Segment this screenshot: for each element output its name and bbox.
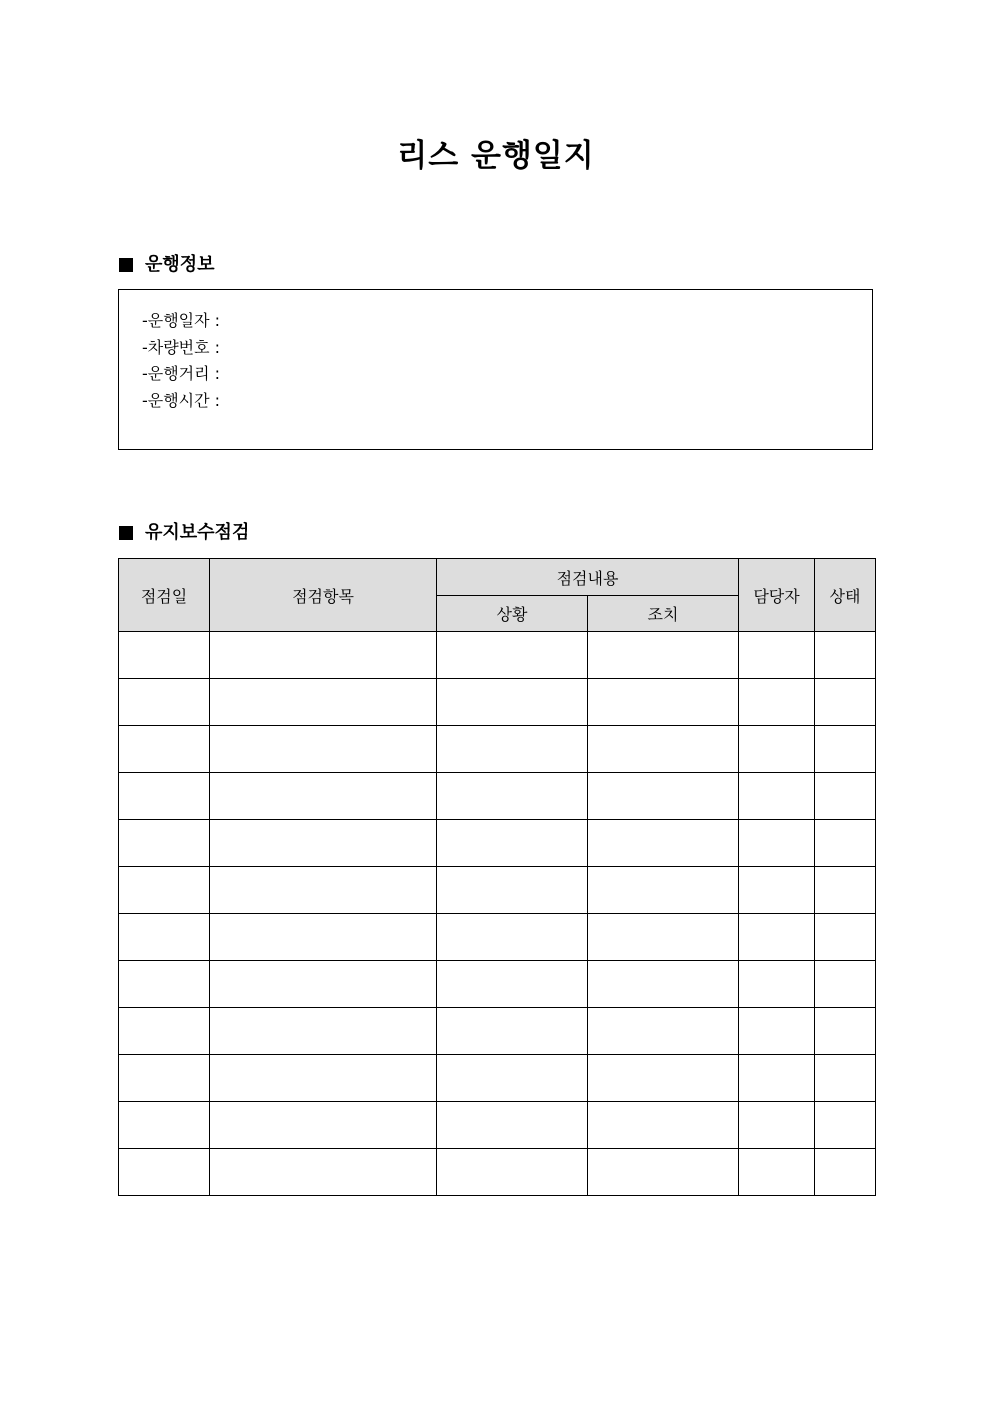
- cell-situation[interactable]: [437, 867, 588, 914]
- header-status: 상태: [815, 559, 876, 632]
- cell-date[interactable]: [119, 632, 210, 679]
- table-row: [119, 867, 876, 914]
- cell-situation[interactable]: [437, 632, 588, 679]
- cell-date[interactable]: [119, 820, 210, 867]
- header-inspection-content: 점검내용: [437, 559, 739, 596]
- cell-situation[interactable]: [437, 1008, 588, 1055]
- page-title: 리스 운행일지: [397, 138, 595, 174]
- cell-action[interactable]: [588, 867, 739, 914]
- table-row: [119, 1008, 876, 1055]
- cell-item[interactable]: [210, 632, 437, 679]
- cell-status[interactable]: [815, 1055, 876, 1102]
- operation-info-box: [118, 289, 873, 450]
- maintenance-table: [118, 558, 876, 1196]
- table-row: [119, 1149, 876, 1196]
- cell-manager[interactable]: [739, 867, 815, 914]
- section-heading-label: 운행정보: [145, 254, 215, 275]
- table-row: [119, 820, 876, 867]
- cell-status[interactable]: [815, 1149, 876, 1196]
- cell-manager[interactable]: [739, 1055, 815, 1102]
- cell-date[interactable]: [119, 1055, 210, 1102]
- cell-action[interactable]: [588, 1102, 739, 1149]
- header-manager: 담당자: [739, 559, 815, 632]
- cell-status[interactable]: [815, 867, 876, 914]
- info-line-distance: -운행거리 :: [142, 364, 221, 384]
- table-row: [119, 914, 876, 961]
- cell-action[interactable]: [588, 726, 739, 773]
- cell-situation[interactable]: [437, 820, 588, 867]
- table-row: [119, 726, 876, 773]
- square-bullet-icon: [119, 258, 133, 272]
- square-bullet-icon: [119, 526, 133, 540]
- cell-status[interactable]: [815, 961, 876, 1008]
- cell-action[interactable]: [588, 632, 739, 679]
- header-inspection-date: 점검일: [119, 559, 210, 632]
- cell-item[interactable]: [210, 1055, 437, 1102]
- cell-item[interactable]: [210, 1102, 437, 1149]
- cell-status[interactable]: [815, 632, 876, 679]
- cell-manager[interactable]: [739, 914, 815, 961]
- cell-action[interactable]: [588, 1149, 739, 1196]
- cell-date[interactable]: [119, 1102, 210, 1149]
- cell-date[interactable]: [119, 961, 210, 1008]
- cell-date[interactable]: [119, 773, 210, 820]
- cell-item[interactable]: [210, 867, 437, 914]
- cell-date[interactable]: [119, 1008, 210, 1055]
- cell-item[interactable]: [210, 820, 437, 867]
- table-row: [119, 773, 876, 820]
- cell-action[interactable]: [588, 1055, 739, 1102]
- cell-action[interactable]: [588, 773, 739, 820]
- cell-date[interactable]: [119, 679, 210, 726]
- info-line-date: -운행일자 :: [142, 311, 221, 330]
- cell-manager[interactable]: [739, 773, 815, 820]
- cell-status[interactable]: [815, 726, 876, 773]
- cell-manager[interactable]: [739, 961, 815, 1008]
- cell-manager[interactable]: [739, 1102, 815, 1149]
- header-inspection-item: 점검항목: [210, 559, 437, 632]
- cell-situation[interactable]: [437, 726, 588, 773]
- header-action: 조치: [588, 596, 739, 632]
- cell-status[interactable]: [815, 679, 876, 726]
- header-situation: 상황: [437, 596, 588, 632]
- cell-item[interactable]: [210, 773, 437, 820]
- cell-manager[interactable]: [739, 632, 815, 679]
- cell-status[interactable]: [815, 1008, 876, 1055]
- section-heading-operation-info: [119, 253, 215, 277]
- cell-situation[interactable]: [437, 773, 588, 820]
- cell-item[interactable]: [210, 914, 437, 961]
- table-row: [119, 1055, 876, 1102]
- section-heading-maintenance: [119, 521, 249, 545]
- cell-manager[interactable]: [739, 820, 815, 867]
- cell-date[interactable]: [119, 726, 210, 773]
- section-heading-label: 유지보수점검: [145, 522, 250, 543]
- info-line-vehicle-number: -차량번호 :: [142, 337, 221, 357]
- cell-status[interactable]: [815, 914, 876, 961]
- cell-date[interactable]: [119, 1149, 210, 1196]
- info-line-time: -운행시간 :: [142, 391, 221, 411]
- cell-item[interactable]: [210, 726, 437, 773]
- table-body: [119, 632, 876, 1196]
- cell-date[interactable]: [119, 867, 210, 914]
- cell-manager[interactable]: [739, 726, 815, 773]
- table-row: [119, 679, 876, 726]
- cell-item[interactable]: [210, 1149, 437, 1196]
- cell-status[interactable]: [815, 1102, 876, 1149]
- cell-action[interactable]: [588, 914, 739, 961]
- cell-item[interactable]: [210, 1008, 437, 1055]
- cell-item[interactable]: [210, 679, 437, 726]
- table-row: [119, 1102, 876, 1149]
- cell-status[interactable]: [815, 820, 876, 867]
- cell-situation[interactable]: [437, 1055, 588, 1102]
- cell-manager[interactable]: [739, 679, 815, 726]
- cell-status[interactable]: [815, 773, 876, 820]
- cell-situation[interactable]: [437, 914, 588, 961]
- cell-situation[interactable]: [437, 1149, 588, 1196]
- cell-item[interactable]: [210, 961, 437, 1008]
- table-row: [119, 961, 876, 1008]
- cell-manager[interactable]: [739, 1008, 815, 1055]
- cell-manager[interactable]: [739, 1149, 815, 1196]
- cell-situation[interactable]: [437, 1102, 588, 1149]
- cell-date[interactable]: [119, 914, 210, 961]
- cell-action[interactable]: [588, 1008, 739, 1055]
- cell-situation[interactable]: [437, 679, 588, 726]
- cell-action[interactable]: [588, 679, 739, 726]
- cell-action[interactable]: [588, 961, 739, 1008]
- table-row: [119, 632, 876, 679]
- cell-situation[interactable]: [437, 961, 588, 1008]
- cell-action[interactable]: [588, 820, 739, 867]
